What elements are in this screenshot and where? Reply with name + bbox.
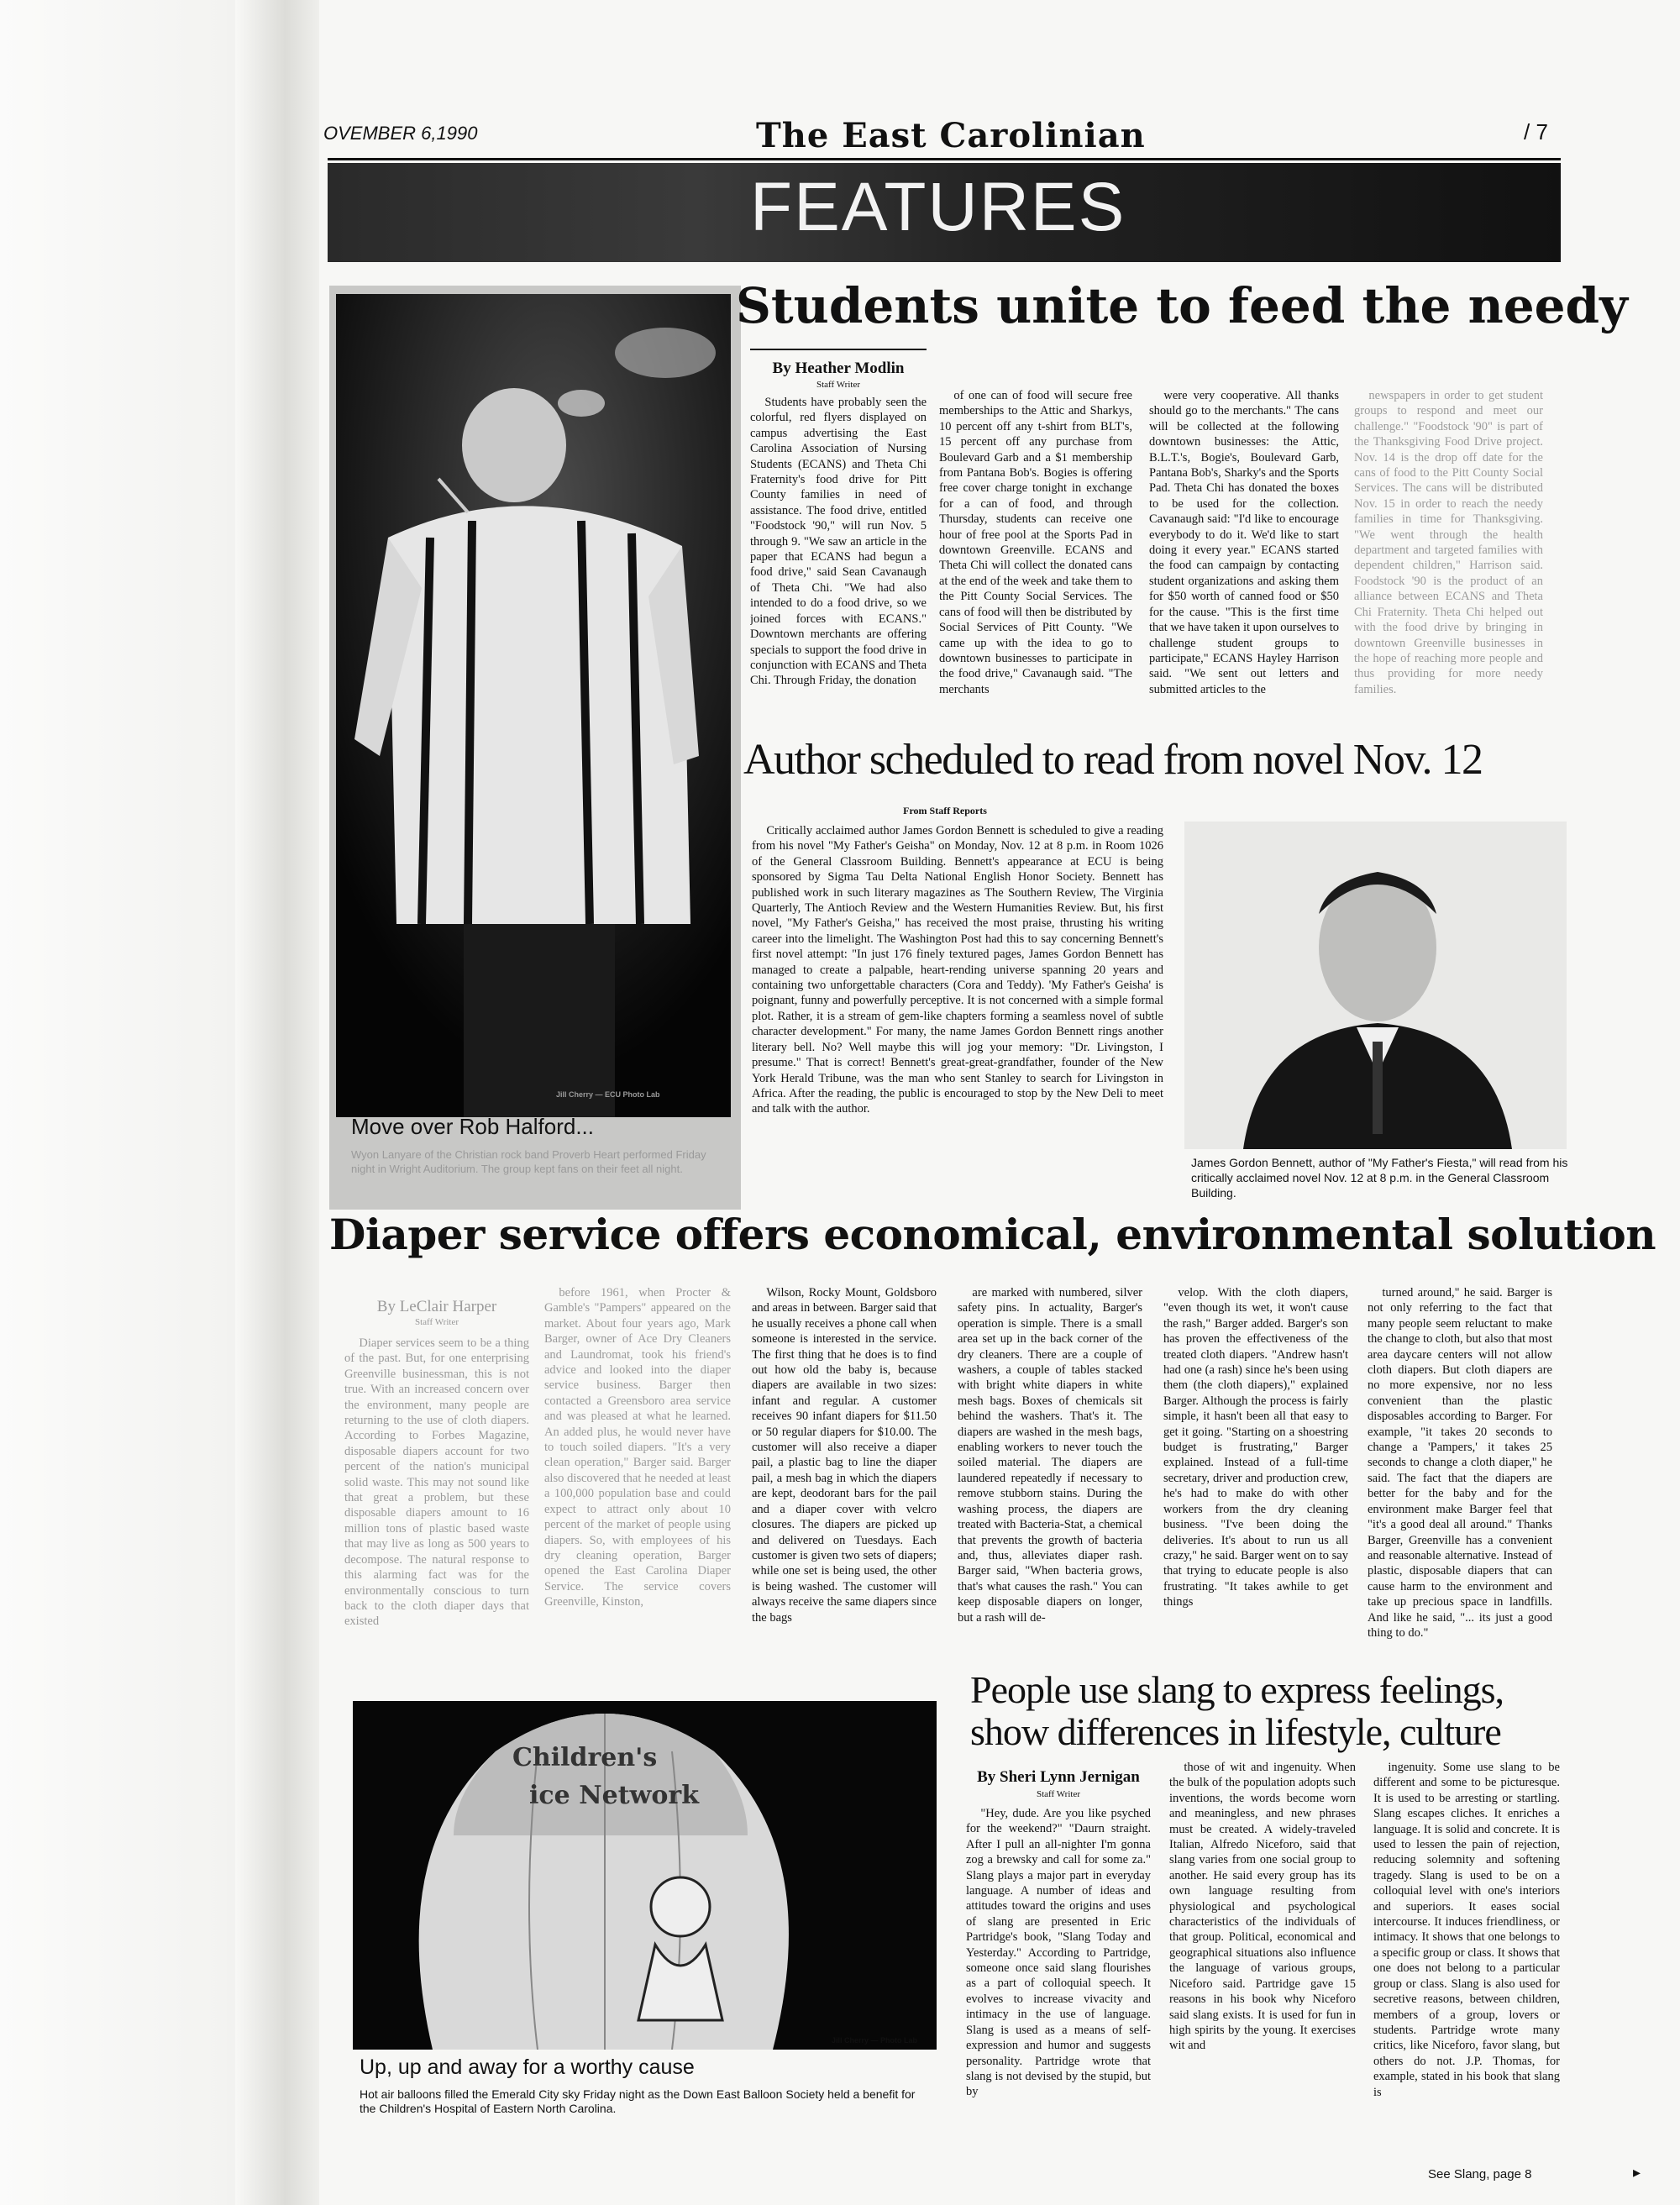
- photo2-credit: Jill Cherry — Photo Lab: [832, 2036, 918, 2045]
- story4-column-3: ingenuity. Some use slang to be different and some to be picturesque. It is used to be arresting or startling. Slang escapes cliches. It enriches a language. It is solid and concrete. It is used to lessen the pain of rejection, reducing solemnity and softening tragedy. Slang is used to be on a colloquial level with one's interiors and superiors. It eases social intercourse. It induces friendliness, or intimacy. It shows that one belongs to a specific group or class. It shows that one does not belong to a particular group or class. Slang is also used for secretive reasons, between children, members of a group, lovers or students. Partridge wrote many critics, like Niceforo, favor slang, but others do not. J.P. Thomas, for example, stated in his book that slang is: [1373, 1761, 1560, 2099]
- story3-column-2: before 1961, when Procter & Gamble's "Pampers" appeared on the market. About four years ago, Mark Barger, owner of Ace Dry Cleaners and Laundromat, took his friend's advice and looked into the diaper service business. Barger then contacted a Greensboro area service and was pleased at what he learned. An added plus, he would never have to touch soiled diapers. "It's a very clean operation," Barger said. Barger also discovered that he needed at least a 100,000 population base and could expect to attract only about 10 percent of the market of people using diapers. So, with employees of his dry cleaning operation, Barger opened the East Carolina Diaper Service. The service covers Greenville, Kinston,: [544, 1286, 731, 1609]
- story3-column-3: Wilson, Rocky Mount, Goldsboro and areas in between. Barger said that he usually receives a phone call when someone is interested in the service. The first thing that he does is to find out how old the baby is, because diapers are available in two sizes: infant and regular. A customer receives 90 infant diapers for $11.50 or 50 regular diapers for $10.00. The customer will also receive a diaper pail, a plastic bag to line the diaper pail, a mesh bag in which the diapers are kept, deodorant bars for the pail and a diaper cover with velcro closures. The diapers are picked up and delivered on Tuesdays. Each customer is given two sets of diapers; while one set is being used, the other is being washed. The customer will always receive the same diapers since the bags: [752, 1286, 937, 1625]
- story4-headline-line1: People use slang to express feelings,: [970, 1668, 1504, 1711]
- story1-column-1: Students have probably seen the colorful, red flyers displayed on campus advertising the East Carolina Association of Nursing Students (ECANS) and Theta Chi Fraternity's food drive for Pitt County families in need of assistance. The food drive, entitled "Foodstock '90," will run Nov. 5 through 9. "We saw an article in the paper that ECANS had begun a food drive," said Sean Cavanaugh of Theta Chi. "We had also intended to do a food drive, so we joined forces with ECANS." Downtown merchants are offering specials to support the food drive in conjunction with ECANS and Theta Chi. Through Friday, the donation: [750, 396, 927, 688]
- story3-column-6: turned around," he said. Barger is not only referring to the fact that many people seem reluctant to make the change to cloth, but also that most area daycare centers will not allow cloth diapers. But cloth diapers are no more expensive, nor no less convenient than the plastic disposables according to Barger. For example, "it takes 20 seconds to change a 'Pampers,' it takes 25 seconds to change a cloth diaper," he said. The fact that the diapers are better for the baby and for the environment make Barger feel that "it's a good deal all around." Thanks Barger, Greenville has a convenient and reasonable alternative. Instead of plastic, disposable diapers that can cause harm to the environment and take up precious space in landfills. And like he said, "... its just a good thing to do.": [1368, 1286, 1552, 1640]
- arrow-right-icon: ▸: [1633, 2164, 1641, 2181]
- byline-rule: [750, 349, 927, 350]
- section-title: FEATURES: [750, 169, 1126, 245]
- story3-byline-role: Staff Writer: [415, 1317, 459, 1327]
- balloon-text-1: Children's: [512, 1743, 658, 1772]
- photo1-credit: Jill Cherry — ECU Photo Lab: [556, 1090, 660, 1099]
- story2-body: Critically acclaimed author James Gordon Bennett is scheduled to give a reading from his novel "My Father's Geisha" on Monday, Nov. 12 at 8 p.m. in Room 1026 of the General Classroom Building. Bennett's appearance at ECU is being sponsored by Sigma Tau Delta National English Honor Society. Bennett has published work in such literary magazines as The Southern Review, The Virginia Quarterly, The Antioch Review and the Western Humanities Review. But, his first novel, "My Father's Geisha," has received the most praise, thrusting his writing career into the limelight. The Washington Post had this to say concerning Bennett's first novel attempt: "In just 176 finely textured pages, James Gordon Bennett has managed to create a palpable, heart-rending universe spanning 20 years and containing two unforgettable characters (Cora and Teddy). 'My Father's Geisha' is poignant, funny and powerfully perceptive. It is not concerned with a simple formal plot. Rather, it is a stream of gem-like chapters forming a seamless novel of subtle character development." For many, the name James Gordon Bennett rings another literary bell. No? Well maybe this will jog your memory: "Dr. Livingston, I presume." That is correct! Bennett's great-great-grandfather, founder of the New York Herald Tribune, was the man who sent Stanley to search for Livingston in Africa. After the reading, the public is encouraged to stop by the New Deli to meet and talk with the author.: [752, 824, 1163, 1116]
- story3-column-5: velop. With the cloth diapers, "even though its wet, it won't cause the rash," Barger added. Barger's son has proven the effectiveness of the treated cloth diapers. "Andrew hasn't had one (a rash) since he's been using them (the cloth diapers)," explained Barger. Although the process is fairly simple, it hasn't been all that easy to get it going. "Starting on a shoestring budget is frustrating," Barger explained. Instead of a full-time secretary, driver and production crew, he's had to make do with other workers from the dry cleaning business. "I've been doing the deliveries. It's about to run us all crazy," he said. Barger went on to say that trying to educate people is also frustrating. "It takes awhile to get things: [1163, 1286, 1348, 1609]
- story3-headline: Diaper service offers economical, environmental solution: [329, 1210, 1656, 1259]
- photo2-caption-title: Up, up and away for a worthy cause: [360, 2055, 695, 2079]
- story2-photo-caption: James Gordon Bennett, author of "My Father's Fiesta," will read from his critically acclaimed novel Nov. 12 at 8 p.m. in the General Classroom Building.: [1191, 1156, 1568, 1200]
- story4-byline-role: Staff Writer: [1037, 1789, 1080, 1799]
- issue-date: OVEMBER 6,1990: [323, 123, 478, 144]
- story3-byline: By LeClair Harper: [376, 1298, 497, 1315]
- story3-column-4: are marked with numbered, silver safety pins. In actuality, Barger's operation is simple. There is a small area set up in the back corner of the dry cleaners. There are a couple of washers, a couple of tables stacked with bright white diapers in white mesh bags. Boxes of chemicals sit behind the washers. That's it. The diapers are washed in the mesh bags, enabling workers to never touch the soiled material. The diapers are laundered repeatedly if necessary to remove stubborn stains. During the washing process, the diapers are treated with Bacteria-Stat, a chemical that prevents the growth of bacteria and, thus, alleviates diaper rash. Barger said, "When bacteria grows, that's what causes the rash." You can keep disposable diapers on longer, but a rash will de-: [958, 1286, 1142, 1625]
- photo2-caption: Hot air balloons filled the Emerald City sky Friday night as the Down East Balloon Society held a benefit for the Children's Hospital of Eastern North Carolina.: [360, 2087, 916, 2115]
- story4-byline: By Sheri Lynn Jernigan: [977, 1768, 1140, 1786]
- page-number: 7: [1536, 119, 1548, 144]
- masthead-rule: [328, 158, 1561, 160]
- story1-byline-role: Staff Writer: [816, 380, 860, 390]
- story3-column-1: Diaper services seem to be a thing of the past. But, for one enterprising Greenville businessman, this is not true. With an increased concern over the environment, many people are returning to the use of cloth diapers. According to Forbes Magazine, disposable diapers account for two percent of the nation's municipal solid waste. This may not sound like that great a problem, but these disposable diapers amount to 16 million tons of plastic based waste that may live as long as 500 years to decompose. The natural response to this alarming fact was for the environmentally conscious to turn back to the cloth diaper days that existed: [344, 1336, 529, 1629]
- author-portrait: [1184, 822, 1567, 1149]
- page-fold: [235, 0, 319, 2205]
- masthead-title: The East Carolinian: [756, 116, 1146, 155]
- story1-byline: By Heather Modlin: [772, 360, 905, 377]
- singer-photo: [329, 286, 741, 1210]
- photo1-caption: Wyon Lanyare of the Christian rock band Proverb Heart performed Friday night in Wright Auditorium. The group kept fans on their feet all night.: [351, 1148, 706, 1175]
- story1-headline: Students unite to feed the needy: [736, 277, 1628, 334]
- photo1-caption-title: Move over Rob Halford...: [351, 1114, 595, 1139]
- story4-jump: See Slang, page 8: [1428, 2167, 1532, 2181]
- story4-column-2: those of wit and ingenuity. When the bulk of the population adopts such inventions, the words become worn and meaningless, and new phrases must be created. A widely-traveled Italian, Alfredo Niceforo, said that slang varies from one social group to another. He said every group has its own language resulting from physiological and psychological characteristics of the individuals of that group. Political, economical and geographical situations also influence the language of various groups, Niceforo said. Partridge gave 15 reasons in his book why Niceforo said slang exists. It is used for fun in high spirits by the young. It exercises wit and: [1169, 1761, 1356, 2053]
- story1-column-4: newspapers in order to get student groups to respond and meet our challenge." "Foodstock '90" is part of the Thanksgiving Food Drive project. Nov. 14 is the drop off date for the cans of food to the Pitt County Social Services. The cans will be distributed Nov. 15 in order to reach the needy families in time for Thanksgiving. "We went through the health department and targeted families with dependent children," Harrison said. Foodstock '90 is the product of an alliance between ECANS and Theta Chi Fraternity. Theta Chi helped out with the food drive by bringing in downtown Greenville businesses in the hope of reaching more people and thus providing for more needy families.: [1354, 389, 1543, 696]
- balloon-text-2: ice Network: [529, 1781, 699, 1810]
- story4-column-1: "Hey, dude. Are you like psyched for the weekend?" "Daurn straight. After I pull an all-nighter I'm gonna zog a brewsky and call for some za." Slang plays a major part in everyday language. A number of ideas and attitudes toward the origins and uses of slang are presented in Eric Partridge's book, "Slang Today and Yesterday." According to Partridge, someone once said slang flourishes as a part of colloquial speech. It evolves to increase vivacity and intimacy in the use of language. Slang is used as a means of self-expression and humor and suggests personality. Partridge wrote that slang is not devised by the stupid, but by: [966, 1807, 1151, 2099]
- story2-headline: Author scheduled to read from novel Nov. 12: [743, 736, 1483, 784]
- story1-column-2: of one can of food will secure free memberships to the Attic and Sharkys, 10 percent off any t-shirt from BLT's, 15 percent off any purchase from Boulevard Garb and a $1 membership from Pantana Bob's. Bogies is offering free cover charge tonight in exchange for a can of food, and through Thursday, students can receive one hour of free pool at the Sports Pad in downtown Greenville. ECANS and Theta Chi will collect the donated cans at the end of the week and take them to the Pitt County Social Services. The cans of food will then be distributed by Social Services of Pitt County. "We came up with the idea to go to downtown businesses to participate in the food drive," Cavanaugh said. "The merchants: [939, 389, 1132, 696]
- concert-photo-frame: [329, 286, 741, 1210]
- author-photo: [1184, 822, 1567, 1149]
- story2-byline: From Staff Reports: [903, 805, 987, 816]
- story4-headline-line2: show differences in lifestyle, culture: [970, 1710, 1501, 1753]
- story1-column-3: were very cooperative. All thanks should go to the merchants." The cans will be collected at the following downtown businesses: the Attic, B.L.T.'s, Bogie's, Boulevard Garb, Pantana Bob's, Sharky's and the Sports Pad. Theta Chi has donated the boxes to be used for the collection. Cavanaugh said: "I'd like to encourage everybody to do it. We'd like to start doing it every year." ECANS started the food can campaign by contacting student organizations and asking them for $50 worth of canned food or $50 for the cause. "This is the first time that we have taken it upon ourselves to challenge student groups to participate," ECANS Hayley Harrison said. "We sent out letters and submitted articles to the: [1149, 389, 1339, 696]
